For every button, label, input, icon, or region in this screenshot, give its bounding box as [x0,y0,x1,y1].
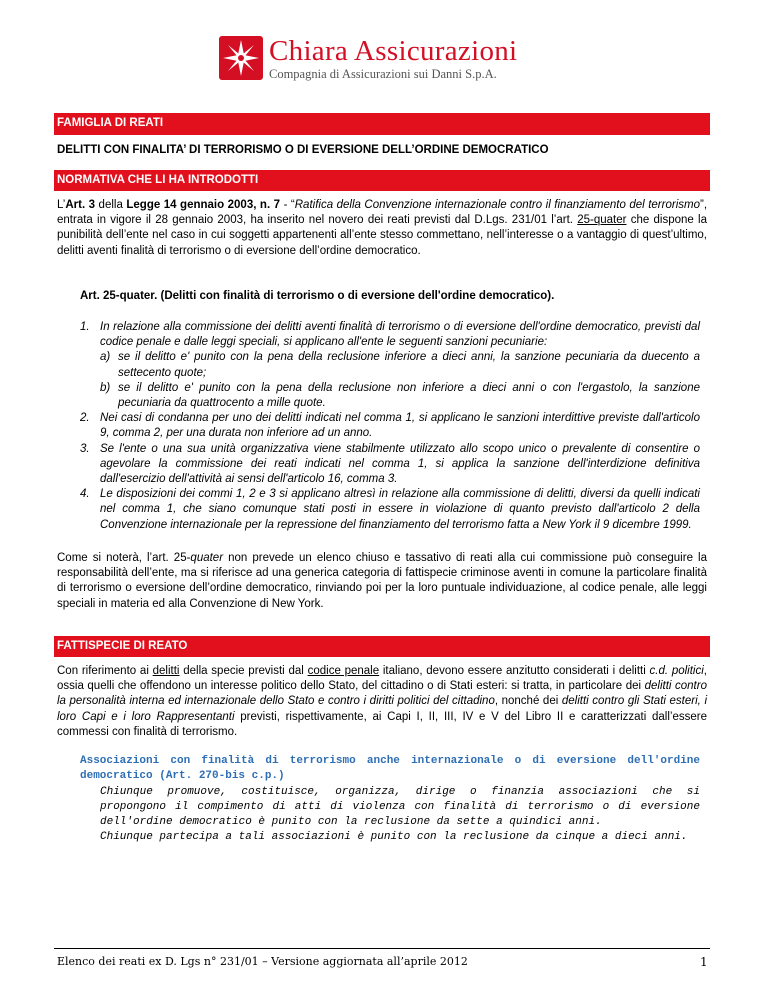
crime-family-title: DELITTI CON FINALITA’ DI TERRORISMO O DI EVERSIONE DELL’ORDINE DEMOCRATICO [57,144,549,156]
commentary-paragraph: Come si noterà, l’art. 25-quater non prevede un elenco chiuso e tassativo di reati alla cui commissione può conseguire la responsabilità dell’ente, ma si riferisce ad una generica categoria di fattispecie criminose aventi in comune la particolare finalità di terrorismo o eversione dell’ordine democratico, rinviando poi per la loro puntuale individuazione, al codice penale, alle leggi speciali in materia ed alla Convenzione di New York. [57,552,707,610]
section-bar-normativa: NORMATIVA CHE LI HA INTRODOTTI [54,170,710,191]
list-item: 3. Se l'ente o una sua unità organizzativa viene stabilmente utilizzato allo scopo unico o prevalente di consentire o agevolare la commissione dei reati indicati nel comma 1, si applica la sanzione dell'interdizione definitiva dall'esercizio dell'attività ai sensi dell'articolo 16, comma 3. [80,442,700,486]
company-name: Chiara Assicurazioni [269,34,518,67]
crimes-intro-paragraph: Con riferimento ai delitti della specie previsti dal codice penale italiano, devono essere anzitutto considerati i delitti c.d. politici, ossia quelli che offendono un interesse politico dello Stato, del cittadino o di Stati esteri: si tratta, in particolare dei delitti contro la personalità interna ed internazionale dello Stato e contro i diritti politici del cittadino, nonché dei delitti contro gli Stati esteri, i loro Capi e i loro Rappresentanti previsti, rispettivamente, ai Capi I, II, III, IV e V del Libro II e caratterizzati dall’essere commessi con finalità di terrorismo. [57,665,707,738]
intro-paragraph: L’Art. 3 della Legge 14 gennaio 2003, n. 7 - “Ratifica della Convenzione internazionale contro il finanziamento del terrorismo”, entrata in vigore il 28 gennaio 2003, ha inserito nel novero dei reati previsti dal D.Lgs. 231/01 l’art. 25-quater che dispone la punibilità dell’ente nel caso in cui soggetti appartenenti all’ente stesso commettano, nell’interesse o a vantaggio di quest’ultimo, delitti aventi finalità di terrorismo o di eversione dell’ordine democratico. [57,199,708,257]
list-item: 2. Nei casi di condanna per uno dei delitti indicati nel comma 1, si applicano le sanzioni interdittive previste dall'articolo 9, comma 2, per una durata non inferiore ad un anno. [80,412,700,440]
footer-divider [54,948,710,949]
sub-item: a) se il delitto e' punito con la pena della reclusione inferiore a dieci anni, la sanzione pecuniaria da duecento a settecento quote; [100,351,700,379]
star-logo-icon [219,36,263,80]
article-list [80,320,700,533]
section-bar-fattispecie: FATTISPECIE DI REATO [54,636,710,657]
list-item: 1. In relazione alla commissione dei delitti aventi finalità di terrorismo o di eversione dell'ordine democratico, previsti dal codice penale e dalle leggi speciali, si applicano all'ente le seguenti sanzioni pecuniarie: a) se il delitto e' punito con la pena della reclusione inferiore a dieci anni, la sanzione pecuniaria da duecento a settecento quote; b) se il delitto e' punito con la pena della reclusione non inferiore a dieci anni o con l'ergastolo, la sanzione pecuniaria da quattrocento a mille quote. [80,320,700,411]
article-title: Art. 25-quater. (Delitti con finalità di terrorismo o di eversione dell'ordine democratico). [80,290,555,302]
list-item: 4. Le disposizioni dei commi 1, 2 e 3 si applicano altresì in relazione alla commissione di delitti, diversi da quelli indicati nel comma 1, che siano comunque stati posti in essere in violazione di quanto previsto dall'articolo 2 della Convenzione internazionale per la repressione del finanziamento del terrorismo fatta a New York il 9 dicembre 1999. [80,488,700,531]
crime-body: Chiunque promuove, costituisce, organizza, dirige o finanzia associazioni che si propongono il compimento di atti di violenza con finalità di terrorismo o di eversione dell'ordine democratico è punito con la reclusione da sette a quindici anni. Chiunque partecipa a tali associazioni è punito con la reclusione da cinque a dieci anni. [100,786,700,843]
company-logo [219,34,517,82]
page-number: 1 [700,955,708,969]
section-underline [54,134,710,135]
footer-text: Elenco dei reati ex D. Lgs n° 231/01 – Versione aggiornata all’aprile 2012 [57,955,468,968]
crime-title: Associazioni con finalità di terrorismo anche internazionale o di eversione dell'ordine democratico (Art. 270-bis c.p.) [80,755,700,782]
section-bar-famiglia: FAMIGLIA DI REATI [54,113,710,134]
company-subtitle: Compagnia di Assicurazioni sui Danni S.p.A. [269,66,497,81]
sub-item: b) se il delitto e' punito con la pena della reclusione non inferiore a dieci anni o con l'ergastolo, la sanzione pecuniaria da quattrocento a mille quote. [100,381,700,410]
